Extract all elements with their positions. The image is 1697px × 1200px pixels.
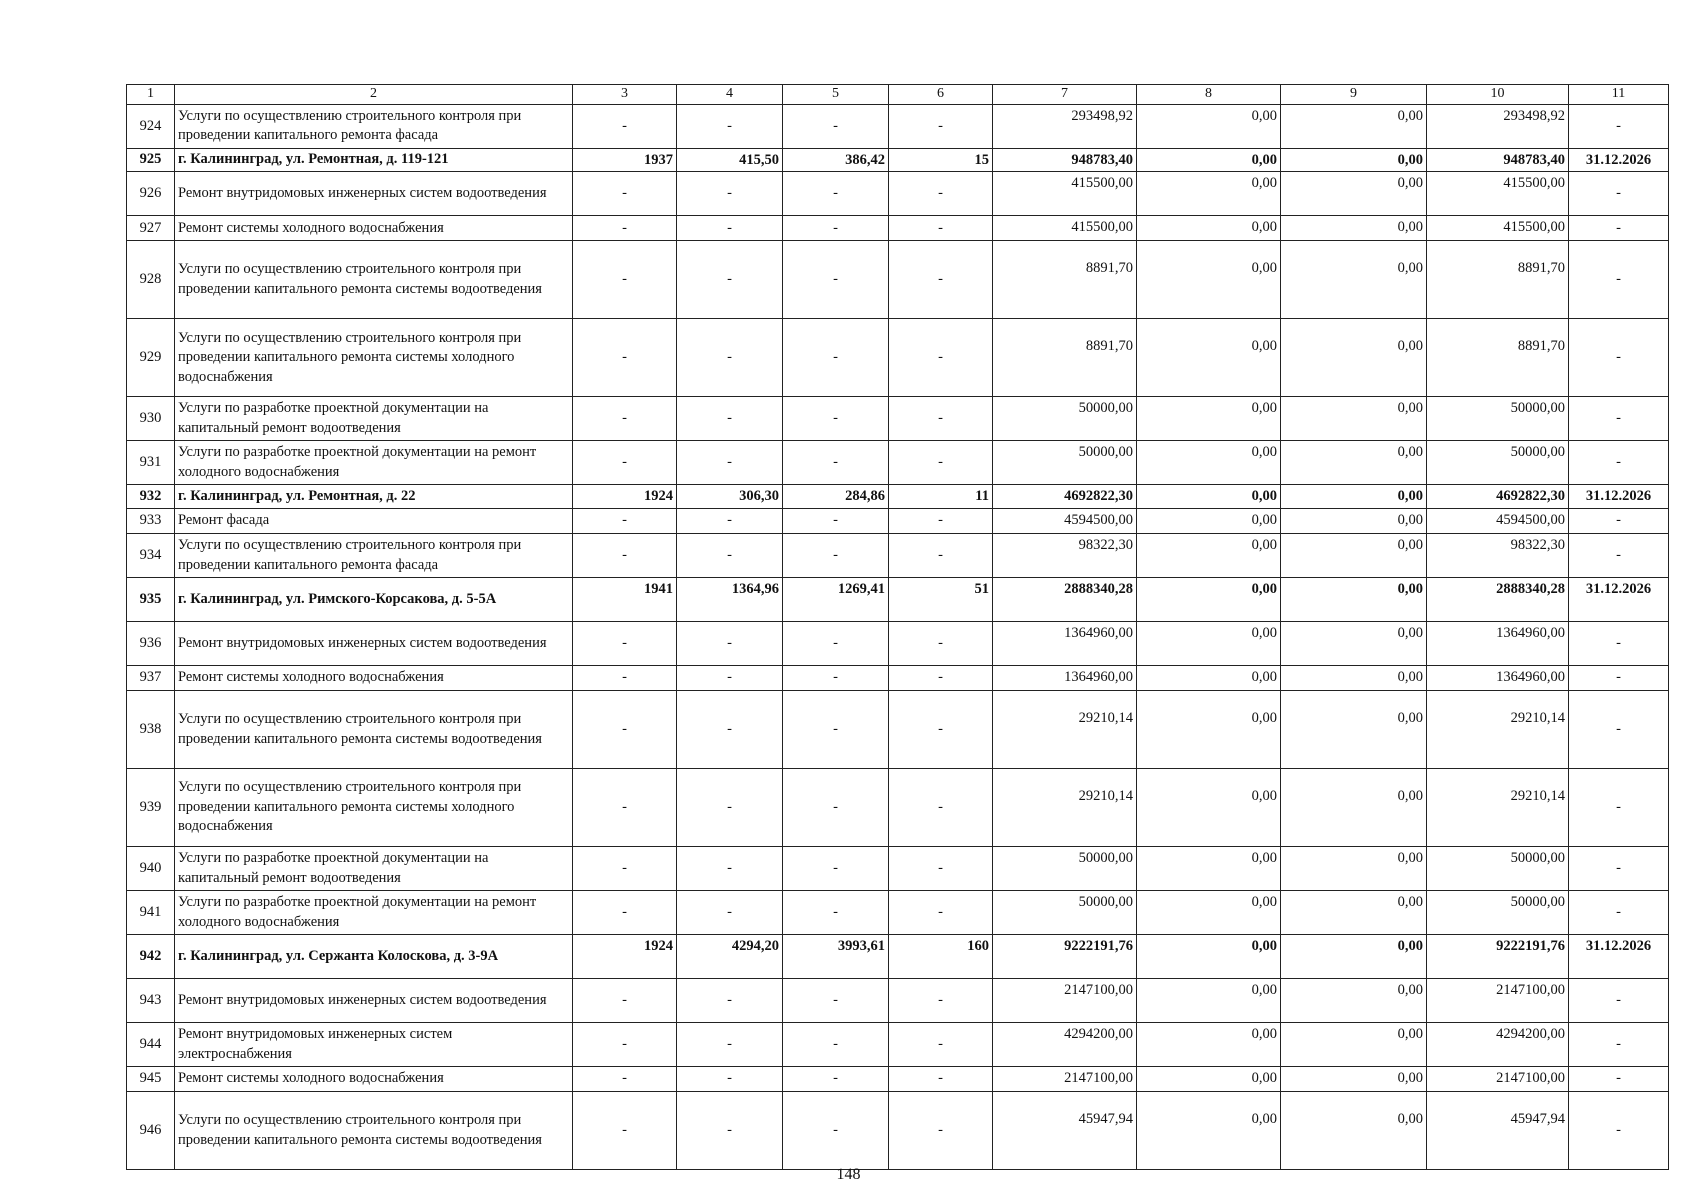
column-header: 3 xyxy=(573,85,677,105)
total-area-cell: - xyxy=(677,509,783,534)
deadline-cell: - xyxy=(1569,441,1669,485)
column-header: 8 xyxy=(1137,85,1281,105)
owner-funds-cell: 2147100,00 xyxy=(1427,1067,1569,1092)
work-item-row xyxy=(127,172,1669,216)
build-year-cell: - xyxy=(573,319,677,397)
work-item-row xyxy=(127,534,1669,578)
repair-program-table xyxy=(126,84,1669,1170)
row-number: 933 xyxy=(127,509,175,534)
column-number-row xyxy=(127,85,1669,105)
address-row xyxy=(127,935,1669,979)
regional-funds-cell: 0,00 xyxy=(1281,104,1427,148)
deadline-cell: - xyxy=(1569,172,1669,216)
residents-cell: - xyxy=(889,847,993,891)
total-cost-cell: 8891,70 xyxy=(993,319,1137,397)
build-year-cell: - xyxy=(573,691,677,769)
federal-funds-cell: 0,00 xyxy=(1137,769,1281,847)
total-area-cell: - xyxy=(677,979,783,1023)
living-area-cell: - xyxy=(783,1023,889,1067)
residents-cell: - xyxy=(889,1092,993,1170)
owner-funds-cell: 2147100,00 xyxy=(1427,979,1569,1023)
owner-funds-cell: 50000,00 xyxy=(1427,847,1569,891)
federal-funds-cell: 0,00 xyxy=(1137,935,1281,979)
owner-funds-cell: 415500,00 xyxy=(1427,216,1569,241)
row-number: 932 xyxy=(127,485,175,509)
work-description: Услуги по осуществлению строительного контроля при проведении капитального ремонта системы водоотведения xyxy=(175,241,573,319)
work-item-row xyxy=(127,241,1669,319)
work-description: Услуги по разработке проектной документации на капитальный ремонт водоотведения xyxy=(175,847,573,891)
federal-funds-cell: 0,00 xyxy=(1137,241,1281,319)
owner-funds-cell: 8891,70 xyxy=(1427,241,1569,319)
work-description: Ремонт внутридомовых инженерных систем электроснабжения xyxy=(175,1023,573,1067)
residents-cell: - xyxy=(889,691,993,769)
regional-funds-cell: 0,00 xyxy=(1281,397,1427,441)
work-description: Услуги по разработке проектной документации на капитальный ремонт водоотведения xyxy=(175,397,573,441)
owner-funds-cell: 4594500,00 xyxy=(1427,509,1569,534)
owner-funds-cell: 293498,92 xyxy=(1427,104,1569,148)
living-area-cell: - xyxy=(783,666,889,691)
total-cost-cell: 948783,40 xyxy=(993,148,1137,172)
row-number: 924 xyxy=(127,104,175,148)
living-area-cell: - xyxy=(783,769,889,847)
federal-funds-cell: 0,00 xyxy=(1137,509,1281,534)
residents-cell: - xyxy=(889,979,993,1023)
build-year-cell: - xyxy=(573,172,677,216)
total-cost-cell: 4692822,30 xyxy=(993,485,1137,509)
regional-funds-cell: 0,00 xyxy=(1281,847,1427,891)
regional-funds-cell: 0,00 xyxy=(1281,935,1427,979)
work-item-row xyxy=(127,891,1669,935)
federal-funds-cell: 0,00 xyxy=(1137,1092,1281,1170)
residents-cell: - xyxy=(889,534,993,578)
work-item-row xyxy=(127,622,1669,666)
owner-funds-cell: 4692822,30 xyxy=(1427,485,1569,509)
work-item-row xyxy=(127,397,1669,441)
build-year-cell: - xyxy=(573,666,677,691)
total-cost-cell: 50000,00 xyxy=(993,891,1137,935)
work-item-row xyxy=(127,847,1669,891)
total-cost-cell: 50000,00 xyxy=(993,397,1137,441)
total-cost-cell: 2888340,28 xyxy=(993,578,1137,622)
column-header: 5 xyxy=(783,85,889,105)
total-area-cell: - xyxy=(677,319,783,397)
living-area-cell: - xyxy=(783,1092,889,1170)
build-year-cell: 1937 xyxy=(573,148,677,172)
work-description: Услуги по осуществлению строительного контроля при проведении капитального ремонта системы холодного водоснабжения xyxy=(175,319,573,397)
total-cost-cell: 29210,14 xyxy=(993,769,1137,847)
owner-funds-cell: 9222191,76 xyxy=(1427,935,1569,979)
work-item-row xyxy=(127,666,1669,691)
owner-funds-cell: 415500,00 xyxy=(1427,172,1569,216)
federal-funds-cell: 0,00 xyxy=(1137,691,1281,769)
build-year-cell: - xyxy=(573,1067,677,1092)
living-area-cell: 1269,41 xyxy=(783,578,889,622)
total-area-cell: - xyxy=(677,172,783,216)
total-cost-cell: 1364960,00 xyxy=(993,666,1137,691)
total-area-cell: 415,50 xyxy=(677,148,783,172)
work-description: г. Калининград, ул. Ремонтная, д. 22 xyxy=(175,485,573,509)
regional-funds-cell: 0,00 xyxy=(1281,319,1427,397)
row-number: 925 xyxy=(127,148,175,172)
deadline-cell: - xyxy=(1569,1092,1669,1170)
deadline-cell: - xyxy=(1569,891,1669,935)
total-cost-cell: 45947,94 xyxy=(993,1092,1137,1170)
regional-funds-cell: 0,00 xyxy=(1281,148,1427,172)
owner-funds-cell: 1364960,00 xyxy=(1427,622,1569,666)
residents-cell: - xyxy=(889,441,993,485)
row-number: 937 xyxy=(127,666,175,691)
regional-funds-cell: 0,00 xyxy=(1281,891,1427,935)
row-number: 926 xyxy=(127,172,175,216)
row-number: 929 xyxy=(127,319,175,397)
deadline-cell: - xyxy=(1569,397,1669,441)
total-cost-cell: 415500,00 xyxy=(993,172,1137,216)
regional-funds-cell: 0,00 xyxy=(1281,1092,1427,1170)
build-year-cell: 1924 xyxy=(573,935,677,979)
work-item-row xyxy=(127,319,1669,397)
total-cost-cell: 2147100,00 xyxy=(993,979,1137,1023)
total-area-cell: - xyxy=(677,666,783,691)
build-year-cell: - xyxy=(573,534,677,578)
owner-funds-cell: 29210,14 xyxy=(1427,769,1569,847)
residents-cell: - xyxy=(889,241,993,319)
work-item-row xyxy=(127,441,1669,485)
work-description: Ремонт внутридомовых инженерных систем водоотведения xyxy=(175,622,573,666)
total-area-cell: - xyxy=(677,241,783,319)
owner-funds-cell: 50000,00 xyxy=(1427,441,1569,485)
address-row xyxy=(127,148,1669,172)
row-number: 934 xyxy=(127,534,175,578)
column-header: 11 xyxy=(1569,85,1669,105)
living-area-cell: - xyxy=(783,509,889,534)
federal-funds-cell: 0,00 xyxy=(1137,979,1281,1023)
work-item-row xyxy=(127,769,1669,847)
address-row xyxy=(127,485,1669,509)
build-year-cell: - xyxy=(573,769,677,847)
total-area-cell: - xyxy=(677,891,783,935)
total-area-cell: - xyxy=(677,691,783,769)
deadline-cell: 31.12.2026 xyxy=(1569,578,1669,622)
federal-funds-cell: 0,00 xyxy=(1137,1023,1281,1067)
table-body xyxy=(127,85,1669,1170)
work-description: Ремонт фасада xyxy=(175,509,573,534)
regional-funds-cell: 0,00 xyxy=(1281,241,1427,319)
total-cost-cell: 98322,30 xyxy=(993,534,1137,578)
work-description: г. Калининград, ул. Сержанта Колоскова, д. 3-9А xyxy=(175,935,573,979)
regional-funds-cell: 0,00 xyxy=(1281,216,1427,241)
deadline-cell: - xyxy=(1569,319,1669,397)
residents-cell: - xyxy=(889,216,993,241)
deadline-cell: 31.12.2026 xyxy=(1569,148,1669,172)
deadline-cell: - xyxy=(1569,104,1669,148)
total-area-cell: - xyxy=(677,1023,783,1067)
total-area-cell: - xyxy=(677,397,783,441)
total-cost-cell: 29210,14 xyxy=(993,691,1137,769)
build-year-cell: - xyxy=(573,1023,677,1067)
total-area-cell: - xyxy=(677,1092,783,1170)
residents-cell: - xyxy=(889,622,993,666)
regional-funds-cell: 0,00 xyxy=(1281,622,1427,666)
owner-funds-cell: 1364960,00 xyxy=(1427,666,1569,691)
federal-funds-cell: 0,00 xyxy=(1137,397,1281,441)
residents-cell: - xyxy=(889,509,993,534)
living-area-cell: - xyxy=(783,847,889,891)
federal-funds-cell: 0,00 xyxy=(1137,534,1281,578)
regional-funds-cell: 0,00 xyxy=(1281,534,1427,578)
federal-funds-cell: 0,00 xyxy=(1137,847,1281,891)
column-header: 2 xyxy=(175,85,573,105)
work-item-row xyxy=(127,509,1669,534)
total-cost-cell: 2147100,00 xyxy=(993,1067,1137,1092)
living-area-cell: - xyxy=(783,241,889,319)
work-item-row xyxy=(127,1067,1669,1092)
row-number: 941 xyxy=(127,891,175,935)
living-area-cell: - xyxy=(783,691,889,769)
work-description: Ремонт внутридомовых инженерных систем водоотведения xyxy=(175,979,573,1023)
owner-funds-cell: 4294200,00 xyxy=(1427,1023,1569,1067)
row-number: 928 xyxy=(127,241,175,319)
total-cost-cell: 4594500,00 xyxy=(993,509,1137,534)
build-year-cell: - xyxy=(573,216,677,241)
work-item-row xyxy=(127,691,1669,769)
row-number: 930 xyxy=(127,397,175,441)
residents-cell: 11 xyxy=(889,485,993,509)
regional-funds-cell: 0,00 xyxy=(1281,666,1427,691)
living-area-cell: - xyxy=(783,397,889,441)
column-header: 7 xyxy=(993,85,1137,105)
deadline-cell: - xyxy=(1569,769,1669,847)
living-area-cell: - xyxy=(783,622,889,666)
residents-cell: - xyxy=(889,319,993,397)
federal-funds-cell: 0,00 xyxy=(1137,891,1281,935)
owner-funds-cell: 948783,40 xyxy=(1427,148,1569,172)
total-cost-cell: 50000,00 xyxy=(993,847,1137,891)
work-item-row xyxy=(127,1023,1669,1067)
total-area-cell: - xyxy=(677,216,783,241)
row-number: 939 xyxy=(127,769,175,847)
living-area-cell: - xyxy=(783,891,889,935)
deadline-cell: - xyxy=(1569,216,1669,241)
total-area-cell: - xyxy=(677,622,783,666)
living-area-cell: 284,86 xyxy=(783,485,889,509)
build-year-cell: - xyxy=(573,847,677,891)
column-header: 9 xyxy=(1281,85,1427,105)
total-area-cell: - xyxy=(677,769,783,847)
residents-cell: - xyxy=(889,172,993,216)
work-item-row xyxy=(127,1092,1669,1170)
row-number: 940 xyxy=(127,847,175,891)
federal-funds-cell: 0,00 xyxy=(1137,148,1281,172)
living-area-cell: - xyxy=(783,172,889,216)
build-year-cell: - xyxy=(573,509,677,534)
build-year-cell: - xyxy=(573,979,677,1023)
deadline-cell: - xyxy=(1569,979,1669,1023)
owner-funds-cell: 8891,70 xyxy=(1427,319,1569,397)
deadline-cell: - xyxy=(1569,847,1669,891)
work-description: Услуги по разработке проектной документации на ремонт холодного водоснабжения xyxy=(175,891,573,935)
regional-funds-cell: 0,00 xyxy=(1281,769,1427,847)
total-cost-cell: 415500,00 xyxy=(993,216,1137,241)
build-year-cell: 1924 xyxy=(573,485,677,509)
work-description: Ремонт системы холодного водоснабжения xyxy=(175,666,573,691)
row-number: 935 xyxy=(127,578,175,622)
work-description: Услуги по осуществлению строительного контроля при проведении капитального ремонта системы водоотведения xyxy=(175,1092,573,1170)
regional-funds-cell: 0,00 xyxy=(1281,1023,1427,1067)
row-number: 946 xyxy=(127,1092,175,1170)
build-year-cell: - xyxy=(573,397,677,441)
total-area-cell: - xyxy=(677,1067,783,1092)
build-year-cell: - xyxy=(573,241,677,319)
living-area-cell: - xyxy=(783,441,889,485)
federal-funds-cell: 0,00 xyxy=(1137,622,1281,666)
row-number: 936 xyxy=(127,622,175,666)
residents-cell: - xyxy=(889,769,993,847)
deadline-cell: - xyxy=(1569,666,1669,691)
regional-funds-cell: 0,00 xyxy=(1281,979,1427,1023)
regional-funds-cell: 0,00 xyxy=(1281,691,1427,769)
owner-funds-cell: 50000,00 xyxy=(1427,397,1569,441)
federal-funds-cell: 0,00 xyxy=(1137,216,1281,241)
work-item-row xyxy=(127,979,1669,1023)
row-number: 944 xyxy=(127,1023,175,1067)
total-area-cell: - xyxy=(677,847,783,891)
build-year-cell: - xyxy=(573,1092,677,1170)
regional-funds-cell: 0,00 xyxy=(1281,578,1427,622)
work-description: Ремонт системы холодного водоснабжения xyxy=(175,1067,573,1092)
build-year-cell: - xyxy=(573,891,677,935)
living-area-cell: - xyxy=(783,1067,889,1092)
build-year-cell: 1941 xyxy=(573,578,677,622)
living-area-cell: - xyxy=(783,319,889,397)
total-area-cell: 4294,20 xyxy=(677,935,783,979)
residents-cell: - xyxy=(889,104,993,148)
owner-funds-cell: 50000,00 xyxy=(1427,891,1569,935)
living-area-cell: - xyxy=(783,979,889,1023)
deadline-cell: - xyxy=(1569,622,1669,666)
deadline-cell: - xyxy=(1569,534,1669,578)
total-cost-cell: 8891,70 xyxy=(993,241,1137,319)
page-number: 148 xyxy=(836,1166,861,1183)
column-header: 4 xyxy=(677,85,783,105)
living-area-cell: - xyxy=(783,104,889,148)
row-number: 943 xyxy=(127,979,175,1023)
row-number: 931 xyxy=(127,441,175,485)
regional-funds-cell: 0,00 xyxy=(1281,509,1427,534)
owner-funds-cell: 45947,94 xyxy=(1427,1092,1569,1170)
federal-funds-cell: 0,00 xyxy=(1137,319,1281,397)
residents-cell: - xyxy=(889,1023,993,1067)
total-area-cell: 1364,96 xyxy=(677,578,783,622)
living-area-cell: 386,42 xyxy=(783,148,889,172)
total-cost-cell: 9222191,76 xyxy=(993,935,1137,979)
column-header: 10 xyxy=(1427,85,1569,105)
build-year-cell: - xyxy=(573,622,677,666)
residents-cell: 160 xyxy=(889,935,993,979)
total-area-cell: - xyxy=(677,534,783,578)
total-area-cell: - xyxy=(677,104,783,148)
residents-cell: - xyxy=(889,666,993,691)
deadline-cell: - xyxy=(1569,1067,1669,1092)
column-header: 6 xyxy=(889,85,993,105)
total-area-cell: - xyxy=(677,441,783,485)
total-cost-cell: 293498,92 xyxy=(993,104,1137,148)
owner-funds-cell: 98322,30 xyxy=(1427,534,1569,578)
deadline-cell: - xyxy=(1569,1023,1669,1067)
work-item-row xyxy=(127,104,1669,148)
residents-cell: - xyxy=(889,397,993,441)
work-item-row xyxy=(127,216,1669,241)
deadline-cell: 31.12.2026 xyxy=(1569,485,1669,509)
owner-funds-cell: 29210,14 xyxy=(1427,691,1569,769)
federal-funds-cell: 0,00 xyxy=(1137,441,1281,485)
row-number: 945 xyxy=(127,1067,175,1092)
total-cost-cell: 4294200,00 xyxy=(993,1023,1137,1067)
build-year-cell: - xyxy=(573,104,677,148)
federal-funds-cell: 0,00 xyxy=(1137,104,1281,148)
regional-funds-cell: 0,00 xyxy=(1281,1067,1427,1092)
residents-cell: - xyxy=(889,1067,993,1092)
regional-funds-cell: 0,00 xyxy=(1281,172,1427,216)
living-area-cell: - xyxy=(783,534,889,578)
column-header: 1 xyxy=(127,85,175,105)
residents-cell: 51 xyxy=(889,578,993,622)
residents-cell: 15 xyxy=(889,148,993,172)
work-description: г. Калининград, ул. Ремонтная, д. 119-121 xyxy=(175,148,573,172)
row-number: 942 xyxy=(127,935,175,979)
total-cost-cell: 50000,00 xyxy=(993,441,1137,485)
total-cost-cell: 1364960,00 xyxy=(993,622,1137,666)
work-description: Ремонт внутридомовых инженерных систем водоотведения xyxy=(175,172,573,216)
regional-funds-cell: 0,00 xyxy=(1281,485,1427,509)
federal-funds-cell: 0,00 xyxy=(1137,485,1281,509)
work-description: Услуги по разработке проектной документации на ремонт холодного водоснабжения xyxy=(175,441,573,485)
federal-funds-cell: 0,00 xyxy=(1137,666,1281,691)
work-description: Услуги по осуществлению строительного контроля при проведении капитального ремонта системы холодного водоснабжения xyxy=(175,769,573,847)
owner-funds-cell: 2888340,28 xyxy=(1427,578,1569,622)
federal-funds-cell: 0,00 xyxy=(1137,578,1281,622)
work-description: Ремонт системы холодного водоснабжения xyxy=(175,216,573,241)
residents-cell: - xyxy=(889,891,993,935)
work-description: Услуги по осуществлению строительного контроля при проведении капитального ремонта фасада xyxy=(175,104,573,148)
deadline-cell: - xyxy=(1569,241,1669,319)
work-description: г. Калининград, ул. Римского-Корсакова, д. 5-5А xyxy=(175,578,573,622)
build-year-cell: - xyxy=(573,441,677,485)
federal-funds-cell: 0,00 xyxy=(1137,172,1281,216)
living-area-cell: 3993,61 xyxy=(783,935,889,979)
deadline-cell: - xyxy=(1569,509,1669,534)
address-row xyxy=(127,578,1669,622)
work-description: Услуги по осуществлению строительного контроля при проведении капитального ремонта системы водоотведения xyxy=(175,691,573,769)
regional-funds-cell: 0,00 xyxy=(1281,441,1427,485)
deadline-cell: - xyxy=(1569,691,1669,769)
work-description: Услуги по осуществлению строительного контроля при проведении капитального ремонта фасада xyxy=(175,534,573,578)
federal-funds-cell: 0,00 xyxy=(1137,1067,1281,1092)
row-number: 927 xyxy=(127,216,175,241)
deadline-cell: 31.12.2026 xyxy=(1569,935,1669,979)
row-number: 938 xyxy=(127,691,175,769)
living-area-cell: - xyxy=(783,216,889,241)
document-table-container xyxy=(126,84,1668,1170)
total-area-cell: 306,30 xyxy=(677,485,783,509)
